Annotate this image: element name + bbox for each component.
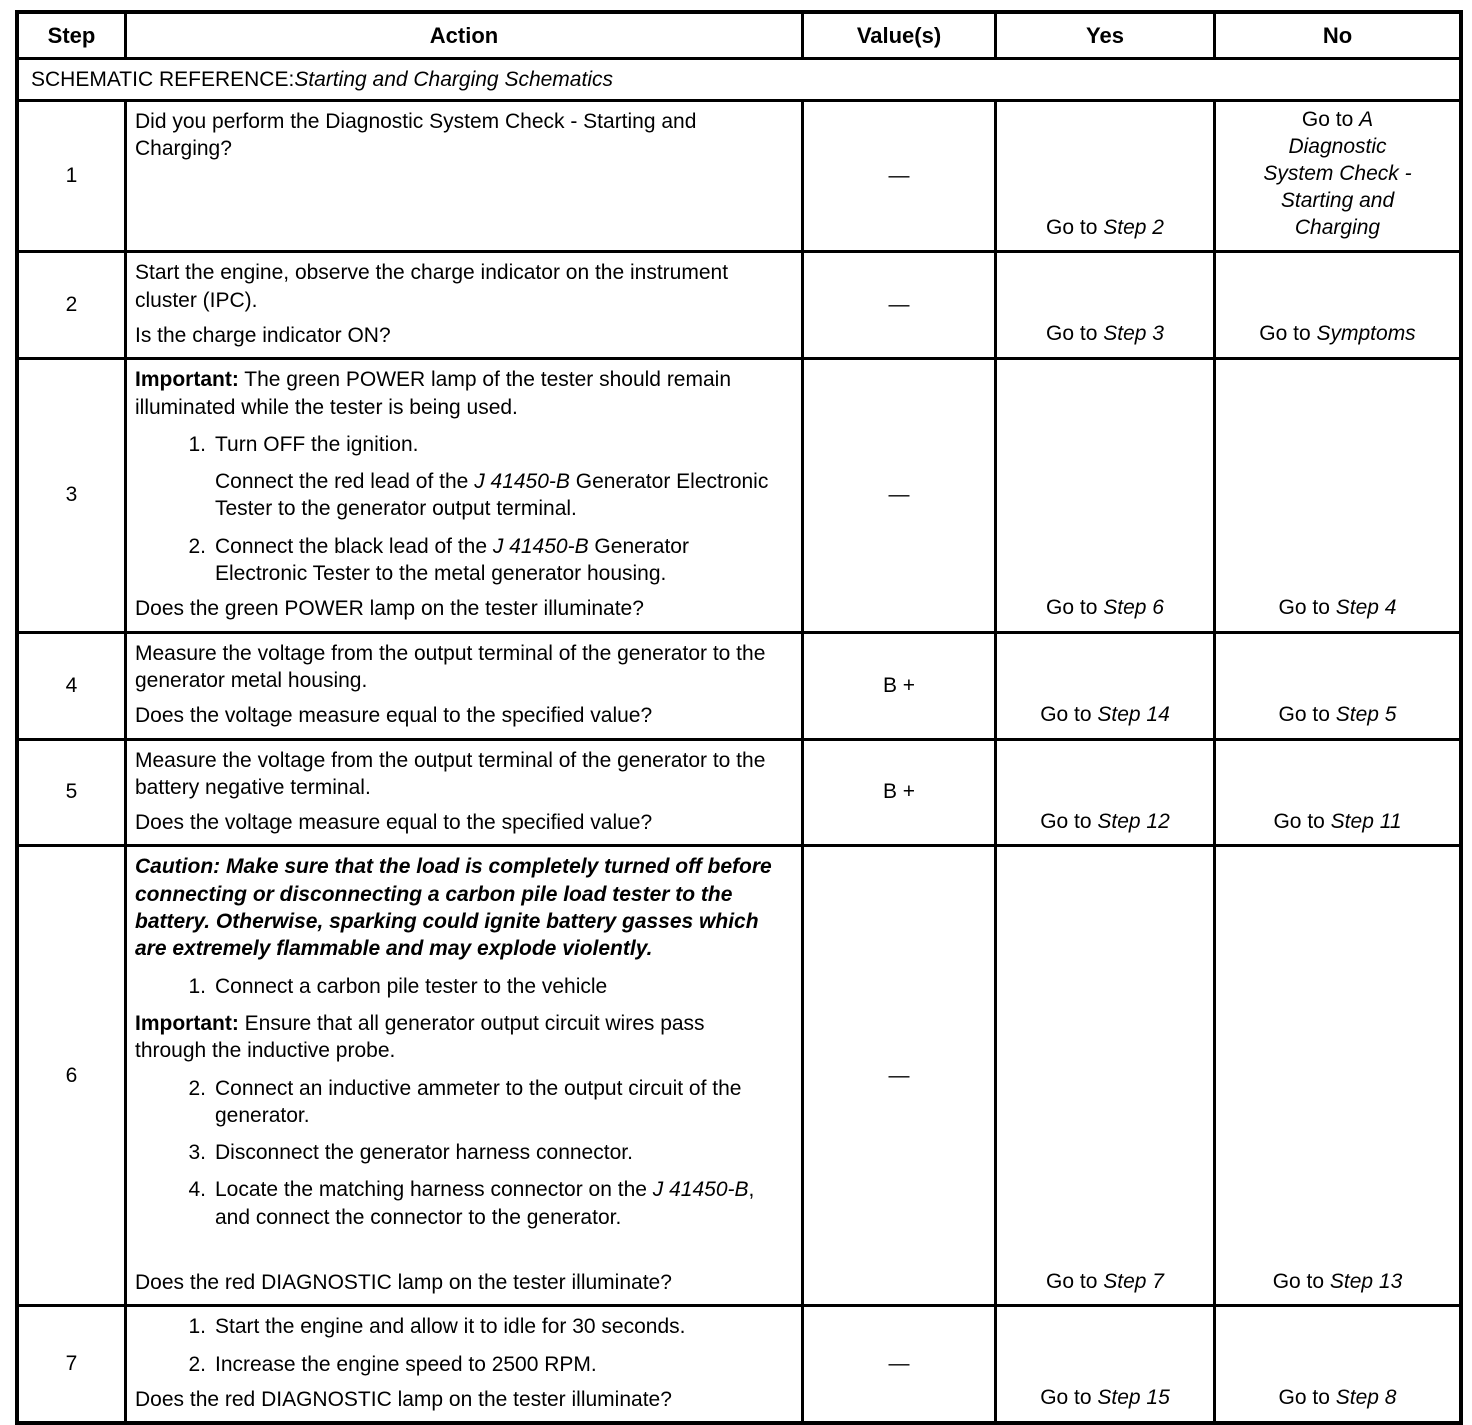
goto-line (1295, 215, 1380, 242)
action-paragraph (135, 640, 775, 695)
action-paragraph (135, 259, 775, 314)
goto-line (1273, 1269, 1403, 1296)
action-cell-3 (127, 360, 804, 633)
text-segment: Caution: Make sure that the load is completely turned off before connecting or disconnecting a carbon pile load tester to the battery. Otherwise, sparking could ignite battery gasses which are extremely flammable and may explode violently. (135, 855, 772, 961)
step-cell-7: 7 (19, 1307, 127, 1421)
yes-cell-6 (997, 847, 1216, 1307)
step-cell-4: 4 (19, 634, 127, 741)
text-segment: Important: (135, 1011, 239, 1035)
column-header-yes: Yes (997, 14, 1216, 60)
value-text: — (888, 164, 910, 188)
column-header-step: Step (19, 14, 127, 60)
action-list-item (135, 1351, 775, 1378)
goto-line (1279, 595, 1397, 622)
text-segment: Ensure that all generator output circuit wires pass through the inductive probe. (135, 1011, 705, 1063)
action-question (135, 801, 775, 836)
text-segment: J 41450-B (652, 1178, 749, 1202)
text-segment: Step 6 (1103, 595, 1164, 619)
action-cell-5 (127, 741, 804, 848)
no-cell-6 (1216, 847, 1459, 1307)
text-segment: Generator Electronic Tester to the metal generator housing. (215, 534, 689, 586)
text-segment: J 41450-B (492, 534, 589, 558)
value-cell-4 (804, 634, 997, 741)
no-cell-2 (1216, 253, 1459, 360)
text-segment: Important: (135, 368, 239, 392)
text-segment: Go to (1040, 809, 1098, 833)
step-cell-3: 3 (19, 360, 127, 633)
text-segment: Increase the engine speed to 2500 RPM. (215, 1352, 597, 1376)
action-paragraph (135, 1010, 775, 1065)
value-cell-3 (804, 360, 997, 633)
text-segment: A (1359, 108, 1374, 131)
step-cell-6: 6 (19, 847, 127, 1307)
yes-cell-2 (997, 253, 1216, 360)
action-list-item (135, 1313, 775, 1340)
goto-line (1046, 215, 1164, 242)
no-cell-7 (1216, 1307, 1459, 1421)
goto-line (1046, 1269, 1164, 1296)
text-segment: Go to (1046, 595, 1104, 619)
text-segment: Step 12 (1097, 809, 1170, 833)
text-segment: Go to (1046, 1269, 1104, 1293)
list-item-number: 1. (188, 432, 206, 456)
list-item-text (215, 431, 418, 458)
text-segment: Step 15 (1097, 1386, 1170, 1410)
caution-paragraph (135, 853, 775, 962)
value-text: — (888, 1063, 910, 1087)
text-segment: Did you perform the Diagnostic System Check - Starting and Charging? (135, 110, 697, 161)
column-header-values: Value(s) (804, 14, 997, 60)
list-item-number: 4. (188, 1178, 206, 1202)
action-question (135, 694, 775, 729)
text-segment: The green POWER lamp of the tester should remain illuminated while the tester is being used. (135, 368, 732, 419)
action-question (135, 314, 775, 349)
yes-cell-4 (997, 634, 1216, 741)
no-cell-4 (1216, 634, 1459, 741)
value-cell-1 (804, 102, 997, 253)
text-segment: Step 2 (1103, 215, 1164, 239)
text-segment: Start the engine and allow it to idle for 30 seconds. (215, 1315, 686, 1339)
list-item-text (215, 1139, 633, 1166)
list-item-number: 2. (188, 1076, 206, 1100)
action-paragraph (135, 366, 775, 421)
no-cell-1 (1216, 102, 1459, 253)
goto-line (1040, 809, 1170, 836)
value-cell-6 (804, 847, 997, 1307)
goto-line (1302, 107, 1373, 134)
text-segment: Go to (1278, 595, 1336, 619)
text-segment: Charging (1294, 215, 1381, 239)
list-item-number: 2. (188, 1352, 206, 1376)
action-cell-4 (127, 634, 804, 741)
list-item-number: 1. (188, 974, 206, 998)
text-segment: Connect the black lead of the (215, 534, 493, 558)
goto-line (1288, 134, 1386, 161)
text-segment: Step 8 (1335, 1386, 1397, 1410)
text-segment: Symptoms (1316, 322, 1416, 346)
text-segment: Step 14 (1097, 702, 1170, 726)
action-list-item (135, 533, 775, 588)
yes-cell-3 (997, 360, 1216, 633)
goto-line (1040, 1385, 1170, 1412)
action-question (135, 1261, 775, 1296)
goto-line (1046, 321, 1164, 348)
text-segment: System Check - (1263, 161, 1412, 185)
step-cell-1: 1 (19, 102, 127, 253)
text-segment: Measure the voltage from the output terminal of the generator to the battery negative terminal. (135, 748, 766, 799)
text-segment: Generator Electronic Tester to the generator output terminal. (215, 470, 769, 521)
text-segment: Step 11 (1330, 809, 1402, 833)
yes-cell-1 (997, 102, 1216, 253)
text-segment: J 41450-B (474, 470, 570, 494)
text-segment: Start the engine, observe the charge indicator on the instrument cluster (IPC). (135, 261, 729, 312)
action-question (135, 1378, 775, 1413)
goto-line (1259, 321, 1415, 348)
list-item-number: 1. (188, 1315, 206, 1339)
text-segment: Go to (1301, 108, 1360, 131)
action-list-item (135, 1139, 775, 1166)
goto-line (1040, 702, 1170, 729)
text-segment: , and connect the connector to the generator. (215, 1178, 755, 1229)
text-segment: Go to (1278, 1386, 1336, 1410)
goto-line (1281, 188, 1394, 215)
list-item-text (215, 533, 775, 588)
value-text: — (888, 293, 910, 317)
value-text: — (888, 1352, 910, 1376)
text-segment: Step 4 (1335, 595, 1397, 619)
list-item-text (215, 1176, 775, 1231)
action-cell-2 (127, 253, 804, 360)
text-segment: Starting and Charging Schematics (294, 67, 613, 91)
text-segment: Step 13 (1329, 1269, 1403, 1293)
action-cell-6 (127, 847, 804, 1307)
text-segment: Starting and (1280, 188, 1395, 212)
text-segment: Does the voltage measure equal to the specified value? (135, 704, 653, 728)
yes-cell-7 (997, 1307, 1216, 1421)
action-paragraph (135, 108, 775, 163)
action-list-continuation (215, 468, 775, 523)
text-segment: Connect a carbon pile tester to the vehicle (215, 974, 608, 998)
text-segment: Disconnect the generator harness connector. (215, 1141, 633, 1165)
text-segment: Does the red DIAGNOSTIC lamp on the tester illuminate? (135, 1271, 672, 1295)
value-text: B + (882, 673, 916, 697)
value-cell-7 (804, 1307, 997, 1421)
diagnostic-table (15, 10, 1463, 1425)
step-cell-2: 2 (19, 253, 127, 360)
action-list-item (135, 1176, 775, 1231)
text-segment: Step 3 (1103, 322, 1164, 346)
text-segment: Go to (1046, 215, 1104, 239)
value-text: — (888, 483, 910, 507)
goto-line (1046, 595, 1164, 622)
text-segment: Connect the red lead of the (215, 470, 475, 494)
column-header-action: Action (127, 14, 804, 60)
text-segment: Diagnostic (1288, 134, 1387, 158)
list-item-text (215, 1075, 775, 1130)
no-cell-5 (1216, 741, 1459, 848)
action-cell-7 (127, 1307, 804, 1421)
action-list-item (135, 1075, 775, 1130)
action-paragraph (135, 747, 775, 802)
no-cell-3 (1216, 360, 1459, 633)
list-item-text (215, 1313, 685, 1340)
goto-line (1279, 1385, 1397, 1412)
text-segment: Step 7 (1103, 1269, 1164, 1293)
action-question (135, 587, 775, 622)
column-header-no: No (1216, 14, 1459, 60)
value-cell-5 (804, 741, 997, 848)
text-segment: Go to (1040, 702, 1098, 726)
text-segment: Turn OFF the ignition. (215, 432, 419, 456)
yes-cell-5 (997, 741, 1216, 848)
goto-line (1273, 809, 1401, 836)
text-segment: Go to (1040, 1386, 1098, 1410)
text-segment: SCHEMATIC REFERENCE: (31, 67, 295, 91)
text-segment: Is the charge indicator ON? (135, 323, 391, 347)
list-item-text (215, 1351, 597, 1378)
text-segment: Go to (1272, 1269, 1330, 1293)
value-cell-2 (804, 253, 997, 360)
action-cell-1 (127, 102, 804, 253)
list-item-text (215, 973, 607, 1000)
goto-line (1279, 702, 1397, 729)
list-item-number: 2. (188, 534, 206, 558)
schematic-reference-row (19, 60, 1459, 102)
text-segment: Step 5 (1335, 702, 1397, 726)
list-item-number: 3. (188, 1141, 206, 1165)
value-text: B + (882, 780, 916, 804)
text-segment: Go to (1259, 322, 1317, 346)
text-segment: Go to (1046, 322, 1104, 346)
text-segment: Connect an inductive ammeter to the output circuit of the generator. (215, 1076, 742, 1127)
goto-line (1263, 161, 1411, 188)
text-segment: Does the red DIAGNOSTIC lamp on the tester illuminate? (135, 1388, 672, 1412)
text-segment: Does the voltage measure equal to the specified value? (135, 811, 653, 835)
text-segment: Measure the voltage from the output terminal of the generator to the generator metal housing. (135, 641, 766, 692)
action-list-item (135, 973, 775, 1000)
text-segment: Locate the matching harness connector on the (215, 1178, 653, 1202)
text-segment: Go to (1273, 809, 1331, 833)
text-segment: Go to (1278, 702, 1336, 726)
action-list-item (135, 431, 775, 458)
text-segment: Does the green POWER lamp on the tester illuminate? (135, 597, 644, 621)
step-cell-5: 5 (19, 741, 127, 848)
